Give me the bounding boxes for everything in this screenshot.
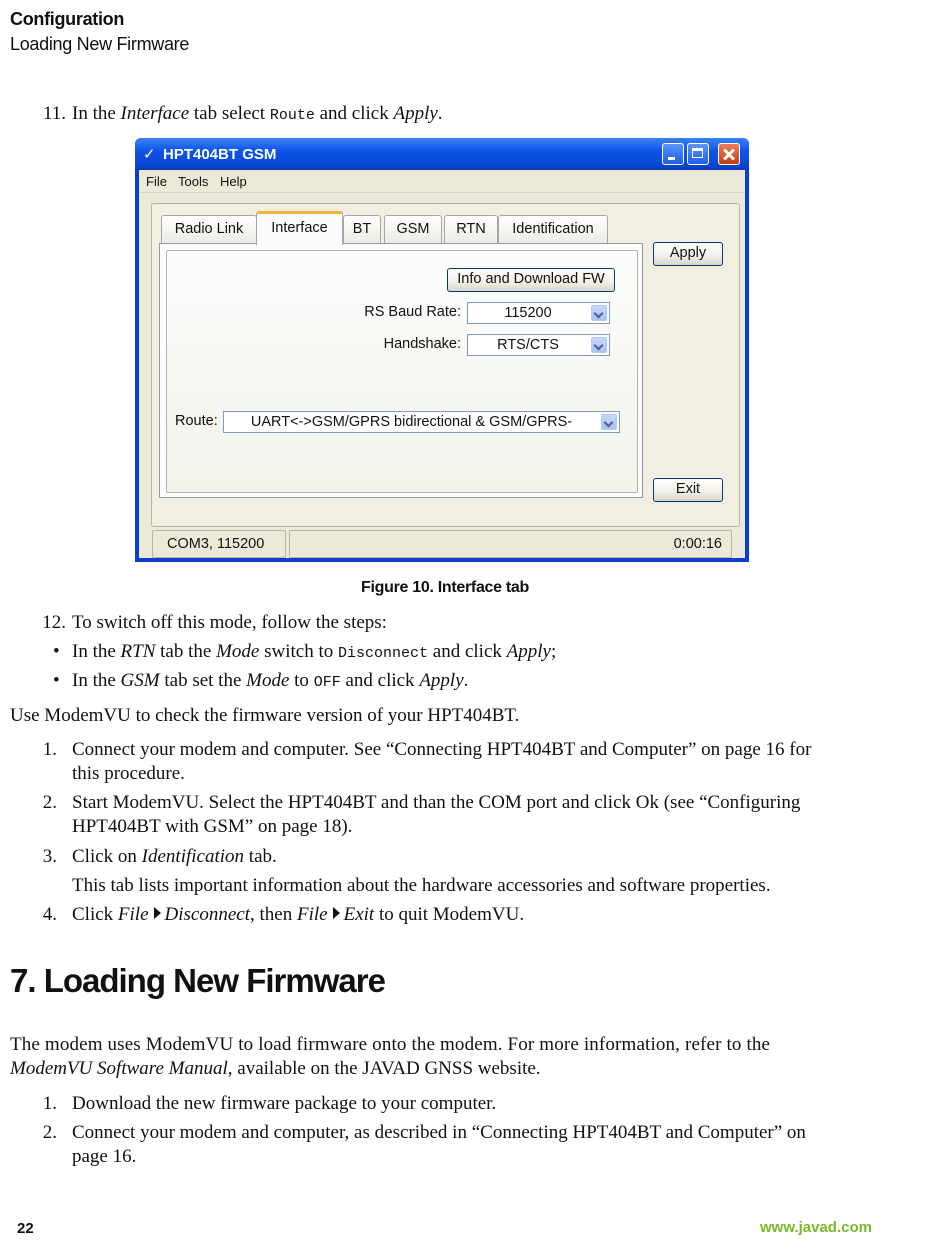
check-intro: Use ModemVU to check the firmware version of your HPT404BT.	[10, 705, 520, 726]
menu-tools[interactable]: Tools	[178, 174, 209, 189]
tab-gsm[interactable]: GSM	[384, 215, 442, 243]
tab-rtn[interactable]: RTN	[444, 215, 498, 243]
title-bar	[135, 138, 749, 170]
app-window	[135, 138, 749, 562]
baud-rate-value: 115200	[504, 305, 552, 321]
baud-rate-select[interactable]	[467, 302, 610, 324]
status-port	[152, 530, 286, 558]
load-intro: The modem uses ModemVU to load firmware onto the modem. For more information, refer to the ModemVU Software Manual, available on the JAVAD GNSS website.	[10, 1034, 771, 1079]
tab-identification[interactable]: Identification	[498, 215, 608, 243]
figure-caption: Figure 10. Interface tab	[361, 579, 529, 596]
status-time-text: 0:00:16	[673, 536, 722, 552]
step-number: 12.	[42, 612, 66, 633]
status-time	[289, 530, 732, 558]
running-header-section: Configuration	[10, 9, 125, 29]
tab-bt[interactable]: BT	[343, 215, 381, 243]
window-client	[139, 170, 745, 558]
exit-button[interactable]: Exit	[653, 478, 723, 502]
route-value: UART<->GSM/GPRS bidirectional & GSM/GPRS-	[250, 414, 573, 430]
window-title: HPT404BT GSM	[163, 146, 277, 163]
chevron-down-icon[interactable]	[591, 337, 607, 353]
close-button[interactable]	[718, 143, 740, 165]
info-download-fw-button[interactable]: Info and Download FW	[447, 268, 615, 292]
handshake-label: Handshake:	[383, 336, 461, 352]
handshake-select[interactable]	[467, 334, 610, 356]
route-select[interactable]	[223, 411, 620, 433]
menu-help[interactable]: Help	[220, 174, 247, 189]
tab-interface[interactable]: Interface	[256, 211, 343, 245]
footer-link[interactable]: www.javad.com	[760, 1219, 872, 1236]
tab-radio-link[interactable]: Radio Link	[161, 215, 257, 243]
section-heading: 7. Loading New Firmware	[10, 962, 385, 999]
step-text: To switch off this mode, follow the steps:	[72, 612, 387, 633]
app-logo-icon: ✓	[143, 145, 156, 163]
chevron-down-icon[interactable]	[601, 414, 617, 430]
page-number: 22	[17, 1220, 34, 1237]
menu-arrow-icon	[333, 907, 340, 919]
menu-bar	[139, 170, 745, 193]
route-label: Route:	[175, 413, 218, 429]
menu-file[interactable]: File	[146, 174, 167, 189]
interface-tab-page	[159, 243, 643, 498]
baud-rate-label: RS Baud Rate:	[364, 304, 461, 320]
menu-arrow-icon	[154, 907, 161, 919]
apply-button[interactable]: Apply	[653, 242, 723, 266]
minimize-button[interactable]	[662, 143, 684, 165]
handshake-value: RTS/CTS	[497, 337, 559, 353]
maximize-button[interactable]	[687, 143, 709, 165]
status-port-text: COM3, 115200	[167, 536, 265, 552]
chevron-down-icon[interactable]	[591, 305, 607, 321]
running-header-subsection: Loading New Firmware	[10, 34, 190, 54]
step-number: 11.	[42, 103, 66, 124]
